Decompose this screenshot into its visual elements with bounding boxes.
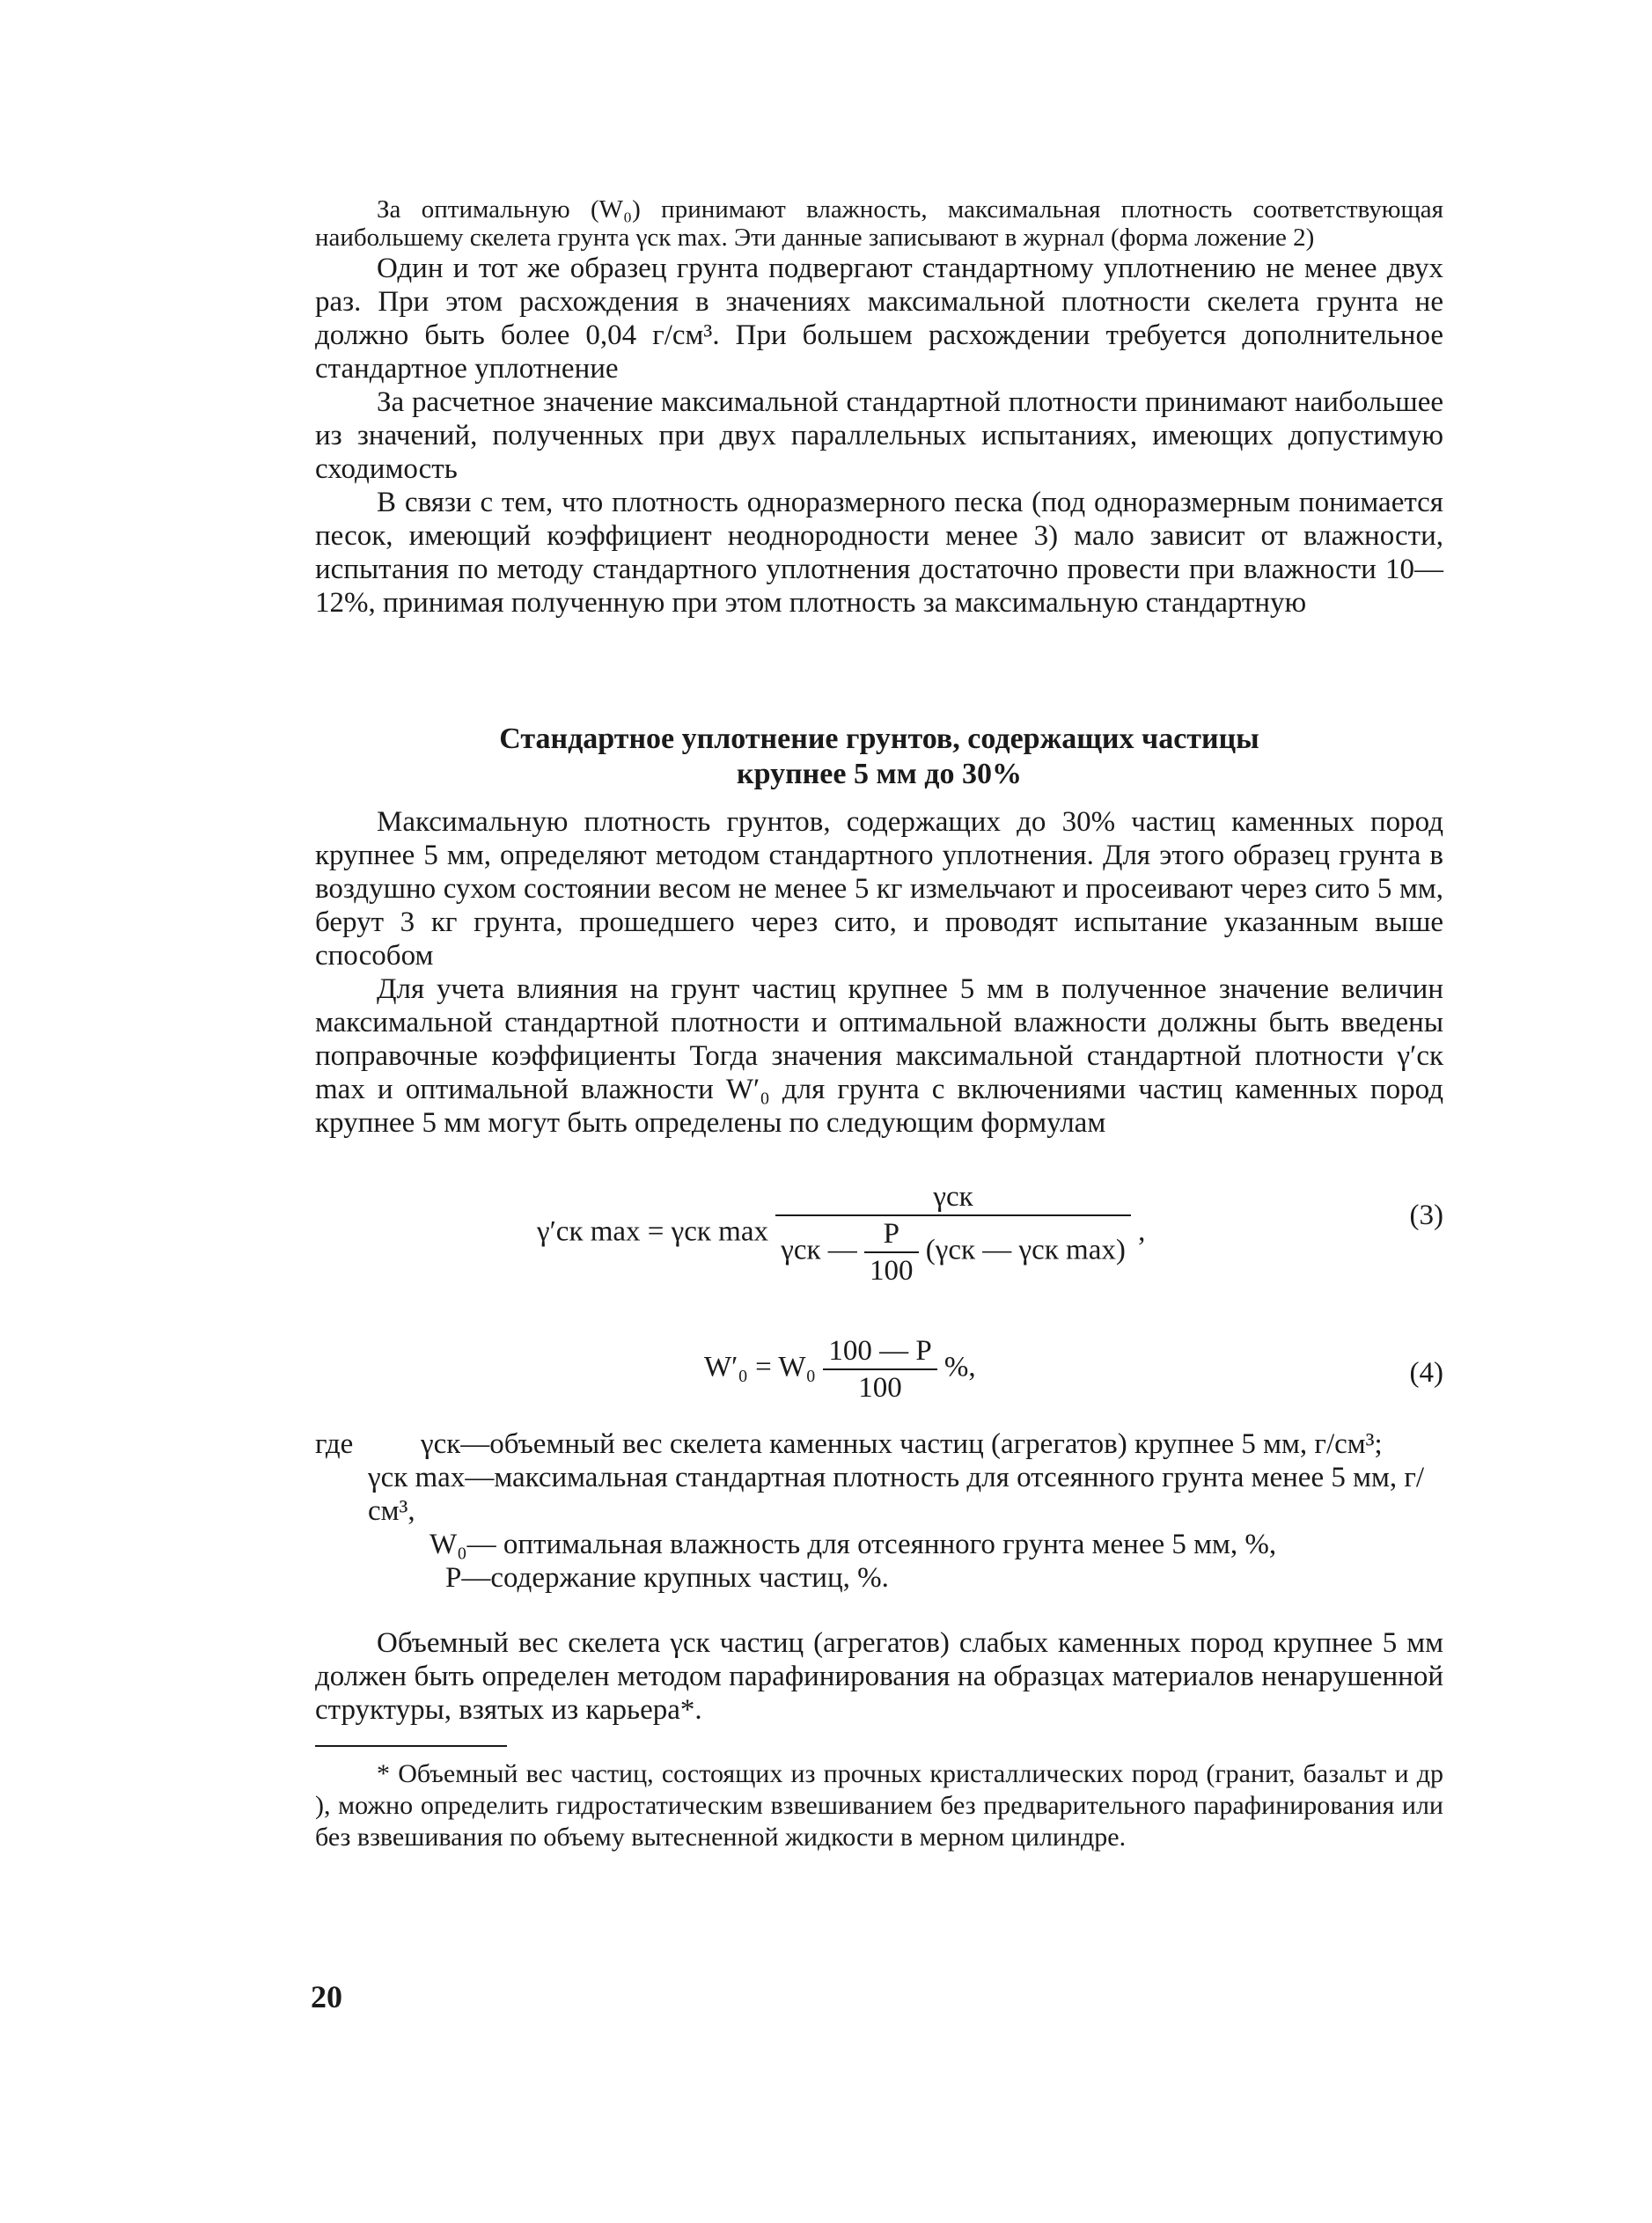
page-number: 20 bbox=[311, 1979, 342, 2014]
text-block-1 bbox=[315, 195, 1443, 620]
definition-term: γск bbox=[421, 1428, 461, 1460]
definitions-label: где bbox=[315, 1428, 354, 1460]
definition-text: — оптимальная влажность для отсеянного грунта менее 5 мм, %, bbox=[466, 1529, 1277, 1560]
definitions-list bbox=[315, 1427, 1443, 1595]
formula-4-numerator: 100 — P bbox=[823, 1333, 936, 1370]
definition-text: —содержание крупных частиц, %. bbox=[461, 1562, 889, 1594]
paragraph-uniform-sand: В связи с тем, что плотность одноразмерного песка (под одноразмерным понимается песок, имеющий коэффициент неоднородности менее 3) мало зависит от влажности, испытания по методу стандартного уплотнения достаточно провести при влажности 10—12%, принимая полученную при этом плотность за максимальную стандартную bbox=[315, 487, 1443, 619]
definition-item bbox=[315, 1561, 1443, 1595]
formula-3-den-right: (γск — γск max) bbox=[925, 1234, 1126, 1266]
formula-3-lhs: γ′ск max bbox=[537, 1215, 641, 1248]
section-heading bbox=[315, 722, 1443, 792]
equation-number-3: (3) bbox=[1409, 1200, 1443, 1231]
formula-4-eq: = bbox=[755, 1351, 772, 1383]
formula-3-factor: γск max bbox=[671, 1215, 768, 1248]
footnote-text: * Объемный вес частиц, состоящих из прочных кристаллических пород (гранит, базальт и др ), можно определить гидростатическим взвешиванием без предварительного парафинирования или без взвешивания по объему вытесненной жидкости в мерном цилиндре. bbox=[315, 1759, 1443, 1852]
footnote-separator bbox=[315, 1745, 507, 1747]
definition-item bbox=[315, 1528, 1443, 1561]
formula-4-tail: %, bbox=[943, 1351, 976, 1383]
section-heading-line2: крупнее 5 мм до 30% bbox=[737, 758, 1022, 790]
formula-3-inner-denominator: 100 bbox=[870, 1255, 914, 1287]
definition-term: γск max bbox=[368, 1462, 466, 1493]
formula-3-inner-fraction bbox=[864, 1216, 919, 1288]
definition-term: P bbox=[445, 1562, 462, 1594]
formula-4-lhs: W′₀ bbox=[704, 1351, 748, 1383]
paragraph-repeat-compaction: Один и тот же образец грунта подвергают стандартному уплотнению не менее двух раз. При этом расхождения в значениях максимальной плотности скелета грунта не должно быть более 0,04 г/см³. При большем расхождении требуется дополнительное стандартное уплотнение bbox=[315, 253, 1443, 385]
formula-4-factor: W₀ bbox=[778, 1351, 817, 1383]
formula-3-inner-numerator: P bbox=[864, 1216, 919, 1253]
formula-3-fraction bbox=[775, 1179, 1131, 1288]
paragraph-correction-coefficients: Для учета влияния на грунт частиц крупнее 5 мм в полученное значение величин максимальной стандартной плотности и оптимальной влажности должны быть введены поправочные коэффициенты Тогда значения максимальной стандартной плотности γ′ск max и оптимальной влажности W′₀ для грунта с включениями частиц каменных пород крупнее 5 мм могут быть определены по следующим формулам bbox=[315, 973, 1443, 1139]
text-block-3 bbox=[315, 1626, 1443, 1727]
text-block-2 bbox=[315, 805, 1443, 1140]
paragraph-max-density-method: Максимальную плотность грунтов, содержащих до 30% частиц каменных пород крупнее 5 мм, определяют методом стандартного уплотнения. Для этого образец грунта в воздушно сухом состоянии весом не менее 5 кг измельчают и просеивают через сито 5 мм, берут 3 кг грунта, прошедшего через сито, и проводят испытание указанным выше способом bbox=[315, 806, 1443, 972]
paragraph-skeleton-weight: Объемный вес скелета γск частиц (агрегатов) слабых каменных пород крупнее 5 мм должен быть определен методом парафинирования на образцах материалов ненарушенной структуры, взятых из карьера*. bbox=[315, 1627, 1443, 1726]
formula-3-eq: = bbox=[647, 1215, 664, 1248]
formula-3 bbox=[537, 1179, 1145, 1288]
formula-3-den-left: γск — bbox=[781, 1234, 857, 1266]
formula-3-denominator bbox=[775, 1216, 1131, 1288]
footnote bbox=[315, 1758, 1443, 1853]
formula-3-tail: , bbox=[1138, 1215, 1146, 1248]
definition-text: —объемный вес скелета каменных частиц (агрегатов) крупнее 5 мм, г/см³; bbox=[460, 1428, 1383, 1460]
definition-text: —максимальная стандартная плотность для отсеянного грунта менее 5 мм, г/см³, bbox=[368, 1462, 1425, 1527]
formula-3-numerator: γск bbox=[775, 1179, 1131, 1216]
definition-term: W₀ bbox=[430, 1529, 467, 1560]
equation-number-4: (4) bbox=[1409, 1357, 1443, 1389]
formula-4 bbox=[704, 1333, 976, 1405]
definition-item bbox=[315, 1427, 1443, 1461]
formula-4-denominator: 100 bbox=[858, 1372, 902, 1404]
paragraph-design-value: За расчетное значение максимальной стандартной плотности принимают наибольшее из значений, полученных при двух параллельных испытаниях, имеющих допустимую сходимость bbox=[315, 386, 1443, 485]
definition-item bbox=[315, 1461, 1443, 1528]
section-heading-line1: Стандартное уплотнение грунтов, содержащих частицы bbox=[499, 723, 1259, 755]
formula-4-fraction bbox=[823, 1333, 936, 1405]
paragraph-optimal-moisture: За оптимальную (W₀) принимают влажность, максимальная плотность соответствующая наибольшему скелета грунта γск max. Эти данные записывают в журнал (форма ложение 2) bbox=[315, 195, 1443, 252]
